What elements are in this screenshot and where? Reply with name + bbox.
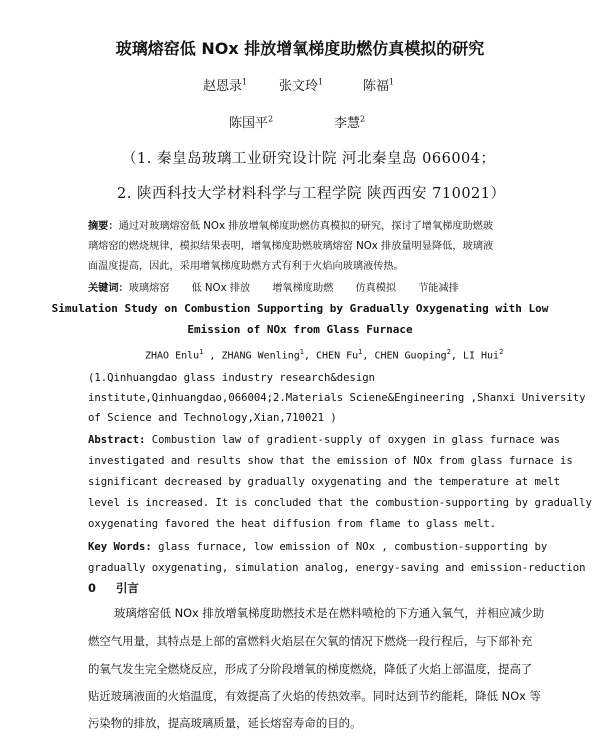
keywords-en-label: Key Words:: [88, 541, 152, 553]
intro-line-3: 的氧气发生完全燃烧反应，形成了分阶段增氧的梯度燃烧，降低了火焰上部温度，提高了: [88, 662, 533, 676]
abstract-cn-label: 摘要：: [88, 221, 119, 232]
keyword-cn: 增氧梯度助燃: [272, 283, 334, 294]
keyword-cn: 节能减排: [418, 283, 459, 294]
author-cn-2: 张文玲$^1$: [279, 77, 324, 94]
author-cn-1: 赵恩录$^1$: [203, 77, 248, 94]
abstract-en-line-4: level is increased. It is concluded that the combustion-supporting by gradually: [88, 497, 592, 509]
affiliation-en-line-3: of Science and Technology,Xian,710021 ): [88, 412, 337, 424]
paper-title-cn: 玻璃熔窑低 NOx 排放增氧梯度助燃仿真模拟的研究: [115, 39, 485, 58]
abstract-cn-line-1: 摘要：通过对玻璃熔窑低 NOx 排放增氧梯度助燃仿真模拟的研究，探讨了增氧梯度助燃玻: [88, 221, 494, 232]
intro-line-4: 贴近玻璃液面的火焰温度，有效提高了火焰的传热效率。同时达到节约能耗，降低 NOx 等: [88, 689, 541, 703]
section-title: 引言: [115, 581, 139, 595]
keywords-en-line-2: gradually oxygenating, simulation analog, energy-saving and emission-reduction: [88, 562, 586, 574]
keywords-en-line-1: Key Words: glass furnace, low emission of NOx , combustion-supporting by: [88, 541, 548, 553]
abstract-en-line-5: oxygenating favored the heat diffusion from flame to glass melt.: [88, 518, 497, 530]
section-number: 0: [88, 581, 96, 595]
keyword-cn: 低 NOx 排放: [191, 283, 251, 294]
affiliation-cn-2: 2. 陕西科技大学材料科学与工程学院 陕西西安 710021）: [117, 186, 506, 202]
abstract-en-line-3: significant decreased by gradually oxygenating and the temperature at melt: [88, 476, 560, 488]
intro-line-5: 污染物的排放，提高玻璃质量，延长熔窑寿命的目的。: [88, 716, 362, 730]
authors-en: ZHAO Enlu$^1$ , ZHANG Wenling$^1$, CHEN Fu$^1$, CHEN Guoping$^2$, LI Hui$^2$: [145, 348, 504, 362]
author-cn-4: 陈国平$^2$: [229, 114, 274, 131]
keywords-cn: [88, 279, 459, 294]
author-cn-5: 李慧$^2$: [334, 114, 366, 131]
intro-line-1: 玻璃熔窑低 NOx 排放增氧梯度助燃技术是在燃料喷枪的下方通入氧气，并相应减少助: [114, 606, 545, 620]
affiliation-en-line-2: institute,Qinhuangdao,066004;2.Materials Sciene&Engineering ,Shanxi University: [88, 392, 586, 404]
abstract-cn-line-2: 璃熔窑的燃烧规律，模拟结果表明，增氧梯度助燃玻璃熔窑 NOx 排放量明显降低，玻璃液: [88, 241, 494, 252]
abstract-en-label: Abstract:: [88, 434, 146, 446]
paper-title-en-line-1: Simulation Study on Combustion Supporting by Gradually Oxygenating with Low: [51, 302, 549, 315]
affiliation-en-line-1: (1.Qinhuangdao glass industry research&design: [88, 372, 376, 384]
abstract-en-line-2: investigated and results show that the emission of NOx from glass furnace is: [88, 455, 573, 467]
keyword-cn: 玻璃熔窑: [128, 283, 170, 294]
keywords-cn-label: 关键词：: [88, 283, 129, 294]
abstract-cn-line-3: 面温度提高，因此，采用增氧梯度助燃方式有利于火焰向玻璃液传热。: [88, 261, 404, 272]
abstract-en-line-1: Abstract: Combustion law of gradient-supply of oxygen in glass furnace was: [88, 434, 560, 446]
affiliation-cn-1: （1. 秦皇岛玻璃工业研究设计院 河北秦皇岛 066004；: [122, 151, 496, 167]
intro-line-2: 燃空气用量，其特点是上部的富燃料火焰层在欠氧的情况下燃烧一段行程后，与下部补充: [88, 634, 533, 648]
keyword-cn: 仿真模拟: [355, 283, 397, 294]
author-cn-3: 陈福$^1$: [363, 77, 395, 94]
section-heading: [88, 580, 139, 596]
paper-title-en-line-2: Emission of NOx from Glass Furnace: [187, 323, 413, 336]
